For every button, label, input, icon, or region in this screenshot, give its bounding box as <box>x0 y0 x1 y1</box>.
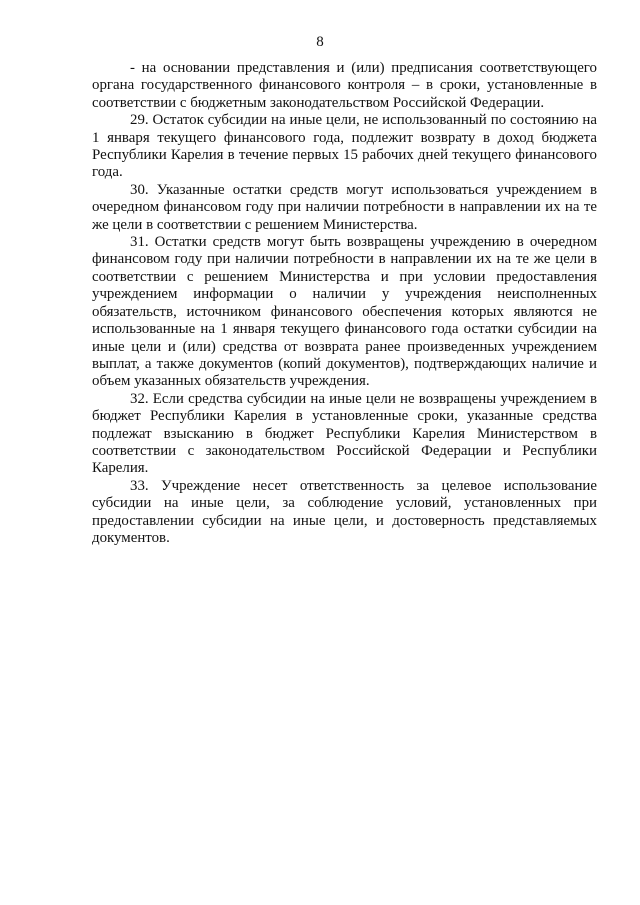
paragraph-clause-29: 29. Остаток субсидии на иные цели, не использованный по состоянию на 1 января текущего финансового года, подлежит возврату в доход бюджета Республики Карелия в течение первых 15 рабочих дней текущего финансового года. <box>92 112 597 181</box>
paragraph-clause-31: 31. Остатки средств могут быть возвращены учреждению в очередном финансовом году при наличии потребности в направлении их на те же цели в соответствии с решением Министерства и при условии предоставления учреждением информации о наличии у учреждения неисполненных обязательств, источником финансового обеспечения которых являются не использованные на 1 января текущего финансового года остатки субсидии на иные цели и (или) средства от возврата ранее произведенных учреждением выплат, а также документов (копий документов), подтверждающих наличие и объем указанных обязательств учреждения. <box>92 234 597 390</box>
page-number: 8 <box>316 34 324 50</box>
paragraph-clause-33: 33. Учреждение несет ответственность за целевое использование субсидии на иные цели, за соблюдение условий, установленных при предоставлении субсидии на иные цели, и достоверность представляемых документов. <box>92 477 597 546</box>
paragraph-clause-32: 32. Если средства субсидии на иные цели не возвращены учреждением в бюджет Республики Карелия в установленные сроки, указанные средства подлежат взысканию в бюджет Республики Карелия Министерством в соответствии с законодательством Российской Федерации и Республики Карелия. <box>92 390 597 477</box>
paragraph-clause-28-bullet: - на основании представления и (или) предписания соответствующего органа государственного финансового контроля – в сроки, установленные в соответствии с бюджетным законодательством Российской Федерации. <box>92 60 597 111</box>
document-body <box>92 60 597 547</box>
paragraph-clause-30: 30. Указанные остатки средств могут использоваться учреждением в очередном финансовом году при наличии потребности в направлении их на те же цели в соответствии с решением Министерства. <box>92 181 597 233</box>
